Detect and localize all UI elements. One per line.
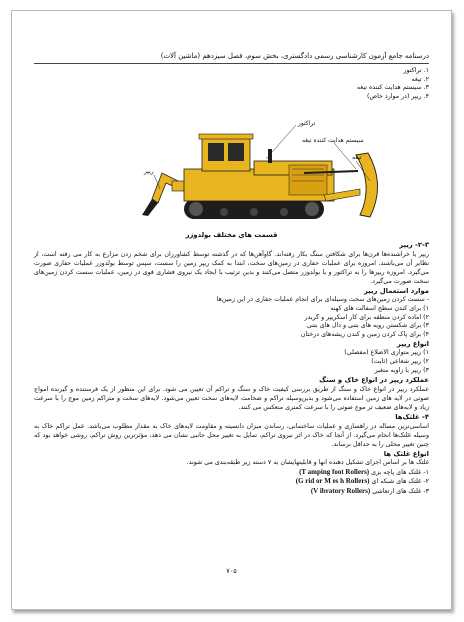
bulldozer-figure (34, 103, 429, 231)
item-en: (V ibratory Rollers) (310, 486, 371, 495)
item-en: (G rid or M es h Rollers) (295, 477, 370, 486)
list-item (34, 487, 429, 497)
ripper-part (142, 173, 186, 216)
item-en: (T amping foot Rollers) (299, 467, 370, 476)
section-heading: ۴- غلتک‌ها (395, 413, 429, 422)
label-blade: تیغه (352, 154, 362, 162)
section-heading: موارد استعمال ریپر (363, 287, 429, 296)
label-blade-system: سیستم هدایت کننده تیغه (302, 137, 364, 145)
section-heading: انواع غلتک ها (383, 450, 429, 459)
label-ripper: ریپر (144, 168, 154, 176)
section-heading: انواع ریپر (397, 340, 429, 349)
list-item: ۱. تراکتور (403, 67, 429, 74)
document-page (11, 10, 452, 610)
item-fa: ۱- غلتک های پاچه بزی (371, 468, 429, 476)
list-item: ۱) برای کندن سطح آسفالت های کهنه (330, 304, 429, 312)
list-item: ۲) آماده کردن منطقه برای کار اسکریپر و گریدر (304, 313, 429, 321)
list-item: ۲) ریپر شعاعی (ثابت) (371, 357, 429, 365)
page-number: ۷۰۵ (226, 567, 237, 575)
item-fa: ۲- غلتک های شبکه ای (371, 478, 429, 486)
item-fa: ۳- غلتک های ارتعاشی (372, 487, 429, 495)
intro-text: غلتک ها بر اساس اجزای تشکیل دهنده آنها و قابلیتهایشان به ۷ دسته زیر طبقه‌بندی می شوند. (186, 459, 429, 467)
list-item: ۳) ریپر با زاویه متغیر (374, 366, 429, 374)
section-heading: ۲-۳- ریپر (399, 241, 429, 250)
list-item: ۴. ریپر (در موارد خاص) (367, 92, 429, 100)
list-item (34, 468, 429, 478)
figure-caption: قسمت های مختلف بولدوزر (185, 231, 278, 240)
paragraph: ریپر یا خراشنده‌ها قرن‌ها برای شکافتن سنگ بکار رفته‌اند. گاوآهن‌ها که در گذشته توسط کشاورزان برای شخم زدن مزارع به کار می رفته است، از نظایر آن می‌باشند. امروزه برای عملیات حفاری در زمین‌های سخت، ابتدا به کمک ریپر زمین را سست، سپس توسط بولدوزر عملیات حفاری صورت می‌گیرد. امروزه ریپرها را به تراکتور و یا بولدوزر متصل می‌کنند و بدین ترتیب با ایجاد یک نیروی فشاری قوی در زمین، عملیات سست کردن زمین‌های سخت صورت می‌گیرد. (34, 251, 429, 286)
page-content (34, 67, 429, 497)
running-header: درسنامه جامع آزمون کارشناسی رسمی دادگستری، بخش سوم، فصل سیزدهم (ماشین آلات) (34, 51, 429, 64)
list-item (34, 477, 429, 487)
section-heading: عملکرد ریپر در انواع خاک و سنگ (319, 376, 429, 385)
list-item: ۳. سیستم هدایت کننده تیغه (356, 84, 429, 92)
list-item: ۲. تیغه (411, 75, 429, 83)
list-item: ۴) برای پاک کردن زمین و کندن ریشه‌های درختان (300, 330, 429, 338)
bulldozer-illustration (34, 103, 454, 231)
bullet-item: - سست کردن زمین‌های سخت وسیله‌ای برای انجام عملیات حفاری در این زمین‌ها (216, 296, 429, 304)
list-item: ۱) ریپر متوازی الاضلاع (مفصلی) (344, 349, 429, 357)
paragraph: عملکرد ریپر در انواع خاک و سنگ از طریق بررسی کیفیت خاک و سنگ و تراکم آن تعیین می شود. برای این منظور از یک فرستنده و گیرنده امواج صوتی در لایه های زمین استفاده می‌شود و بدین‌وسیله تراکم و ضخامت لایه‌های سخت تعیین می‌شود. لایه‌های سخت و متراکم زمین موج را با سرعت زیاد و لایه‌های ضعیف تر موج صوتی را با سرعت کمتری منعکس می کنند. (34, 386, 429, 412)
list-item: ۳) برای شکستن رویه های بتنی و دال های بتنی (306, 322, 429, 330)
label-tractor: تراکتور (298, 120, 316, 128)
blade (356, 153, 378, 217)
paragraph: اساسی‌ترین مساله در راهسازی و عملیات ساختمانی، رساندن میزان دانسیته و مقاومت لایه‌های خاک به مقدار مطلوب می‌باشد. عمل تراکم خاک به وسیله غلتک‌ها انجام می‌گیرد. از آنجا که خاک در اثر نیروی تراکم، تمایل به تغییر محل جانبی نشان می دهد، مؤثرترین روش تراکم، روشی خواهد بود که چنین تغییر محلی را به حداقل برساند. (34, 423, 429, 449)
